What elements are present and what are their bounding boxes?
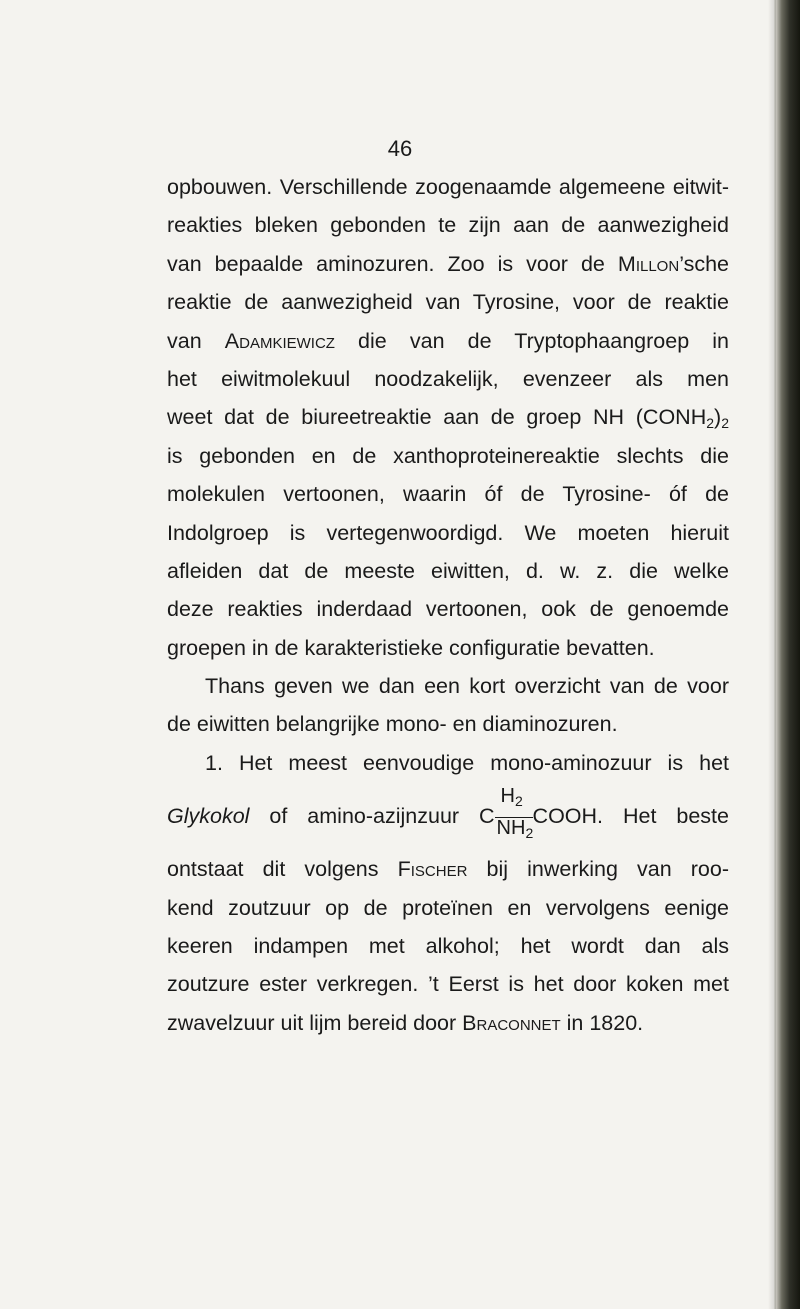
text-line — [167, 705, 729, 743]
text-line-content: in 1820. — [560, 1010, 644, 1035]
text-line-content: ontstaat dit volgens — [167, 857, 398, 882]
page-edge-shadow — [774, 0, 800, 1309]
formula-bottom-symbol: NH — [496, 816, 526, 839]
text-line-content: zoutzure ester verkregen. ’t Eerst is het door koken met — [167, 972, 729, 997]
author-name-fischer: Fischer — [397, 857, 468, 882]
subscript: 2 — [721, 415, 729, 432]
text-line-content: opbouwen. Verschillende zoogenaamde algemeene eitwit- — [167, 175, 729, 199]
text-line-content: groepen in de karakteristieke configuratie bevatten. — [167, 635, 655, 660]
text-line — [167, 437, 729, 475]
text-line-content: afleiden dat de meeste eiwitten, d. w. z. die welke — [167, 558, 729, 583]
author-name-millon: Millon — [617, 251, 680, 276]
text-line-content: kend zoutzuur op de proteïnen en vervolgens eenige — [167, 895, 729, 920]
text-line-content: Indolgroep is vertegenwoordigd. We moeten hieruit — [167, 520, 729, 545]
text-line — [167, 965, 729, 1003]
text-line — [167, 744, 729, 782]
author-name-adamkiewicz: Adamkiewicz — [224, 328, 335, 353]
text-line-content: reakties bleken gebonden te zijn aan de aanwezigheid — [167, 213, 729, 238]
text-line — [167, 552, 729, 590]
formula-bottom-subscript: 2 — [525, 824, 534, 841]
text-line — [167, 168, 729, 206]
page-number: 46 — [387, 136, 413, 161]
formula-text-before: of amino-azijnzuur C — [249, 804, 495, 829]
text-line — [167, 667, 729, 705]
text-line — [167, 629, 729, 667]
text-line-content: weet dat de biureetreaktie aan de groep NH (CONH — [167, 405, 707, 430]
page-gutter-shadow — [768, 0, 776, 1309]
formula-top — [500, 784, 523, 809]
text-line-content: Thans geven we dan een kort overzicht van de voor — [205, 674, 729, 699]
text-line — [167, 475, 729, 513]
text-line-content: ’sche — [679, 251, 729, 276]
text-line-content: zwavelzuur uit lijm bereid door — [167, 1010, 463, 1035]
text-line-content: het eiwitmolekuul noodzakelijk, evenzeer als men — [167, 366, 729, 391]
text-line-content: molekulen vertoonen, waarin óf de Tyrosine- óf de — [167, 482, 729, 507]
text-line — [167, 927, 729, 965]
formula-top-subscript: 2 — [515, 792, 523, 809]
text-line — [167, 322, 729, 360]
text-line-content: deze reakties inderdaad vertoonen, ook de genoemde — [167, 597, 729, 622]
text-line-content: de eiwitten belangrijke mono- en diaminozuren. — [167, 712, 618, 737]
text-line — [167, 514, 729, 552]
text-line — [167, 206, 729, 244]
text-line-content: van bepaalde aminozuren. Zoo is voor de — [167, 251, 618, 276]
body-text — [167, 168, 729, 1042]
text-line-content: die van de Tryptophaangroep in — [334, 328, 730, 353]
text-line-content: is gebonden en de xanthoproteinereaktie slechts die — [167, 443, 729, 468]
text-line — [167, 245, 729, 283]
text-line-content: 1. Het meest eenvoudige mono-aminozuur is het — [205, 750, 729, 775]
text-line-content: reaktie de aanwezigheid van Tyrosine, voor de reaktie — [167, 290, 729, 315]
text-line — [167, 360, 729, 398]
glykokol-term: Glykokol — [167, 804, 250, 829]
text-line — [167, 850, 729, 888]
formula-text-after: COOH. Het beste — [532, 804, 729, 829]
text-line — [167, 1004, 729, 1042]
subscript: 2 — [706, 415, 715, 432]
text-line-content: ) — [714, 405, 722, 430]
text-line — [167, 590, 729, 628]
text-line-content: van — [167, 328, 225, 353]
structural-formula — [496, 784, 534, 841]
formula-line — [167, 782, 729, 850]
text-line — [167, 398, 729, 436]
text-line — [167, 889, 729, 927]
text-line — [167, 283, 729, 321]
text-line-content: keeren indampen met alkohol; het wordt dan als — [167, 934, 729, 959]
author-name-braconnet: Braconnet — [462, 1010, 561, 1035]
formula-bottom — [496, 816, 534, 841]
text-line-content: bij inwerking van roo- — [467, 857, 730, 882]
formula-top-symbol: H — [500, 784, 515, 807]
